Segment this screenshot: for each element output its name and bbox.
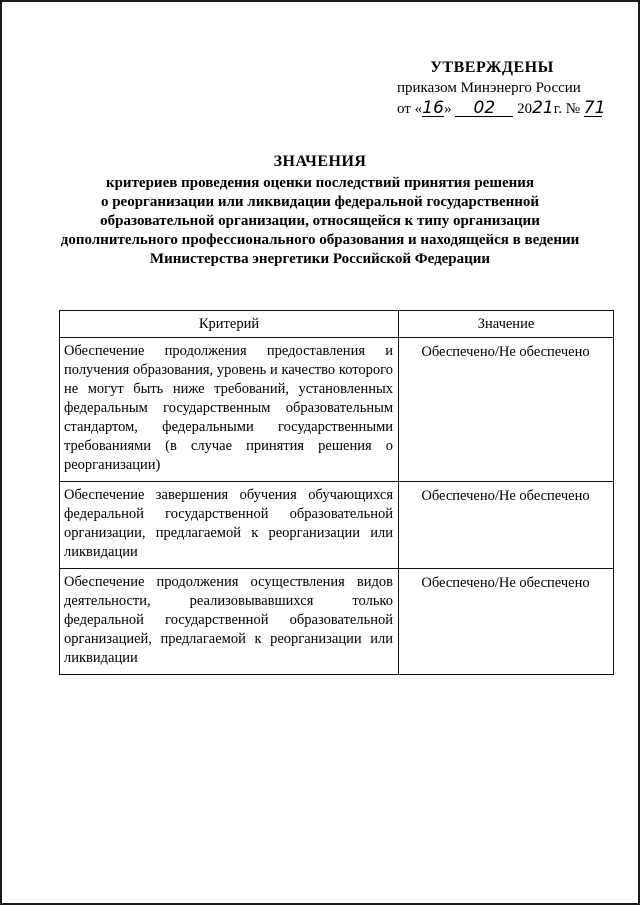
table-row xyxy=(60,569,614,675)
approval-month-handwritten: 02 xyxy=(455,100,513,117)
column-header-value: Значение xyxy=(399,311,614,338)
approval-year-handwritten: 21 xyxy=(532,98,554,118)
approval-number-label: г. № xyxy=(553,101,581,117)
criterion-cell: Обеспечение завершения обучения обучающихся федеральной государственной образовательной организации, предлагаемой к реорганизации или ликвидации xyxy=(60,482,399,569)
heading-line: дополнительного профессионального образования и находящейся в ведении xyxy=(60,232,580,248)
table-header-row xyxy=(60,311,614,338)
document-heading xyxy=(40,152,600,269)
approval-year-prefix: 20 xyxy=(517,101,533,117)
approval-day-handwritten: 16 xyxy=(422,98,444,118)
value-cell: Обеспечено/Не обеспечено xyxy=(399,338,614,482)
criterion-cell: Обеспечение продолжения осуществления видов деятельности, реализовывавшихся только федеральной государственной образовательной организацией, предлагаемой к реорганизации или ликвидации xyxy=(60,569,399,675)
value-cell: Обеспечено/Не обеспечено xyxy=(399,482,614,569)
approval-block xyxy=(397,58,606,119)
criteria-table xyxy=(59,310,614,675)
heading-main-title: ЗНАЧЕНИЯ xyxy=(273,153,367,170)
heading-line: критериев проведения оценки последствий принятия решения xyxy=(105,175,535,191)
approval-title: УТВЕРЖДЕНЫ xyxy=(430,59,554,76)
approval-from-label: от « xyxy=(397,101,423,117)
value-cell: Обеспечено/Не обеспечено xyxy=(399,569,614,675)
criterion-cell: Обеспечение продолжения предоставления и получения образования, уровень и качество которого не могут быть ниже требований, установленных федеральным государственным образовательным стандартом, федеральными государственными требованиями (в случае принятия решения о реорганизации) xyxy=(60,338,399,482)
approval-quote-close: » xyxy=(444,101,452,117)
approval-date-line xyxy=(397,98,606,119)
heading-line: о реорганизации или ликвидации федеральной государственной xyxy=(100,194,540,210)
table-row xyxy=(60,482,614,569)
column-header-criterion: Критерий xyxy=(60,311,399,338)
approval-order-line: приказом Минэнерго России xyxy=(397,80,581,96)
heading-line: Министерства энергетики Российской Федерации xyxy=(149,251,491,267)
table-row xyxy=(60,338,614,482)
heading-line: образовательной организации, относящейся к типу организации xyxy=(100,213,540,229)
approval-number-handwritten: 71 xyxy=(583,98,606,118)
